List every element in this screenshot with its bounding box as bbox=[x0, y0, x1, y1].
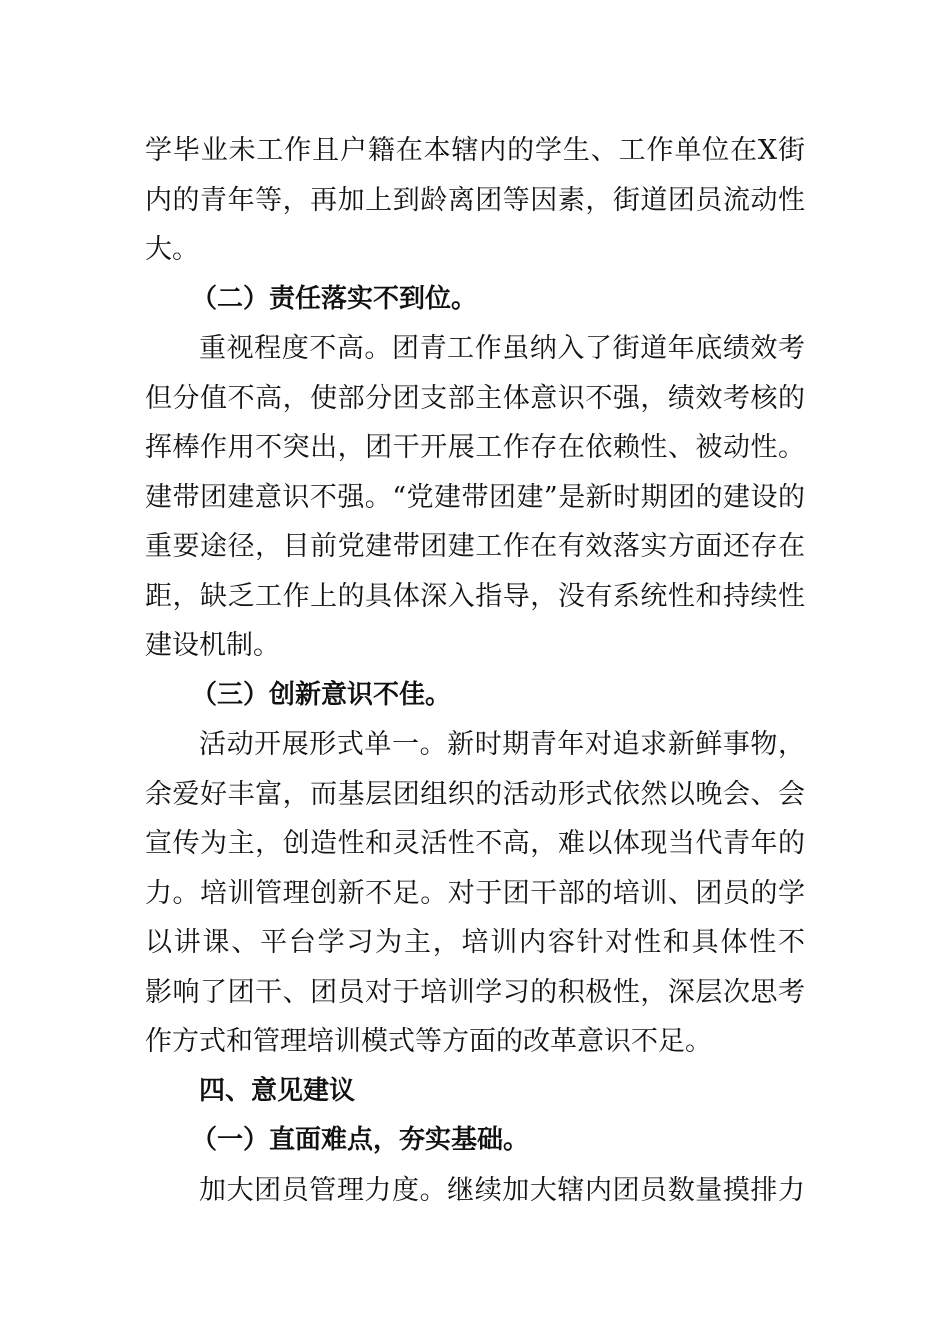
body-text-line: 影响了团干、团员对于培训学习的积极性，深层次思考 bbox=[145, 976, 805, 1008]
body-text-line: 建带团建意识不强。“党建带团建”是新时期团的建设的 bbox=[145, 481, 805, 513]
section-heading: （三）创新意识不佳。 bbox=[191, 679, 452, 710]
section-heading: （二）责任落实不到位。 bbox=[191, 283, 478, 314]
body-text-line: 建设机制。 bbox=[145, 630, 280, 661]
section-heading: （一）直面难点，夯实基础。 bbox=[191, 1125, 530, 1155]
chapter-heading: 四、意见建议 bbox=[199, 1075, 356, 1106]
body-text-line: 余爱好丰富，而基层团组织的活动形式依然以晚会、会 bbox=[145, 778, 805, 810]
body-text-line: 作方式和管理培训模式等方面的改革意识不足。 bbox=[145, 1026, 712, 1057]
body-text-line: 活动开展形式单一。新时期青年对追求新鲜事物， bbox=[199, 729, 805, 760]
body-text-line: 挥棒作用不突出，团干开展工作存在依赖性、被动性。 bbox=[145, 432, 805, 463]
body-text-line: 内的青年等，再加上到龄离团等因素，街道团员流动性 bbox=[145, 184, 805, 216]
body-text-line: 力。培训管理创新不足。对于团干部的培训、团员的学 bbox=[145, 877, 805, 909]
body-text-line: 但分值不高，使部分团支部主体意识不强，绩效考核的 bbox=[145, 382, 805, 414]
body-text-line: 重要途径，目前党建带团建工作在有效落实方面还存在 bbox=[145, 531, 805, 562]
body-text-line: 距，缺乏工作上的具体深入指导，没有系统性和持续性 bbox=[145, 580, 805, 612]
document-body bbox=[145, 126, 805, 1215]
body-text-line: 加大团员管理力度。继续加大辖内团员数量摸排力 bbox=[199, 1174, 805, 1206]
body-text-line: 学毕业未工作且户籍在本辖内的学生、工作单位在X街 bbox=[145, 135, 805, 166]
body-text-line: 大。 bbox=[145, 234, 199, 265]
body-text-line: 重视程度不高。团青工作虽纳入了街道年底绩效考 bbox=[199, 333, 805, 364]
body-text-line: 宣传为主，创造性和灵活性不高，难以体现当代青年的 bbox=[145, 828, 805, 859]
body-text-line: 以讲课、平台学习为主，培训内容针对性和具体性不 bbox=[145, 927, 805, 958]
